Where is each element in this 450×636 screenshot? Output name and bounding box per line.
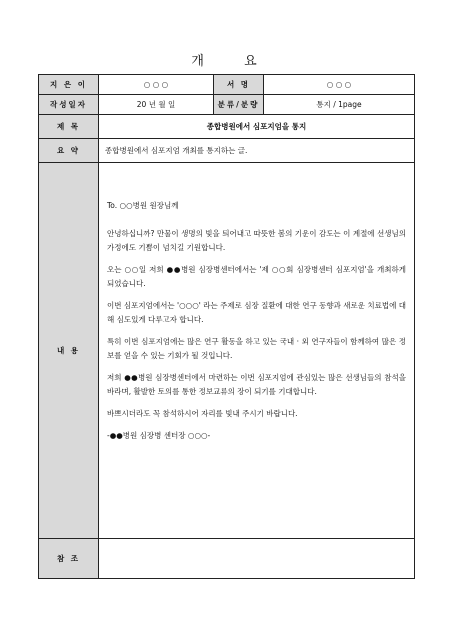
paragraph-4: 특히 이번 심포지엄에는 많은 연구 활동을 하고 있는 국내 · 외 연구자들이 함께하여 많은 정보를 얻을 수 있는 기회가 될 것입니다. [107, 337, 406, 360]
subject-label: 제 목 [39, 115, 99, 139]
date-value: 20 년 월 일 [99, 95, 214, 115]
author-label: 지 은 이 [39, 75, 99, 95]
paragraph-1: 안녕하십니까? 만물이 생명의 빛을 틔어내고 따뜻한 봄의 기운이 감도는 이 계절에 선생님의 가정에도 기쁨이 넘치길 기원합니다. [107, 229, 406, 252]
document-title [0, 50, 450, 69]
paragraph-3: 이번 심포지엄에서는 '○○○' 라는 주제로 심장 질환에 대한 연구 동향과 새로운 치료법에 대해 심도있게 다루고자 합니다. [107, 301, 406, 324]
author-row [39, 75, 415, 95]
content-row [39, 163, 415, 539]
subject-value: 종합병원에서 심포지엄을 통지 [99, 115, 415, 139]
summary-value: 종합병원에서 심포지엄 개최를 통지하는 글. [99, 139, 415, 163]
sign-off: -●●병원 심장병 센터장 ○○○- [107, 431, 211, 440]
paragraph-2: 오는 ○○일 저희 ●●병원 심장병센터에서는 '제 ○○회 심장병센터 심포지엄'을 개최하게 되었습니다. [107, 265, 406, 288]
content-body [99, 163, 415, 539]
sign-value: ○ ○ ○ [264, 75, 415, 95]
date-label: 작성일자 [39, 95, 99, 115]
paragraph-6: 바쁘시더라도 꼭 참석하시어 자리를 빛내 주시기 바랍니다. [107, 409, 298, 418]
summary-row [39, 139, 415, 163]
author-value: ○ ○ ○ [99, 75, 214, 95]
title-char-1: 개 [191, 54, 206, 69]
title-char-2: 요 [244, 54, 259, 69]
reference-label: 참 조 [39, 539, 99, 579]
date-row [39, 95, 415, 115]
paragraph-5: 저희 ●●병원 심장병센터에서 마련하는 이번 심포지엄에 관심있는 많은 선생님들의 참석을 바라며, 활발한 토의를 통한 정보교류의 장이 되기를 기대합니다. [107, 373, 406, 396]
reference-value [99, 539, 415, 579]
category-value: 통지 / 1page [264, 95, 415, 115]
subject-row [39, 115, 415, 139]
category-label: 분류/분량 [214, 95, 264, 115]
summary-label: 요 약 [39, 139, 99, 163]
reference-row [39, 539, 415, 579]
sign-label: 서 명 [214, 75, 264, 95]
summary-form-table [38, 74, 415, 579]
greeting-to: To. ○○병원 원장님께 [107, 201, 179, 210]
content-label: 내 용 [39, 163, 99, 539]
